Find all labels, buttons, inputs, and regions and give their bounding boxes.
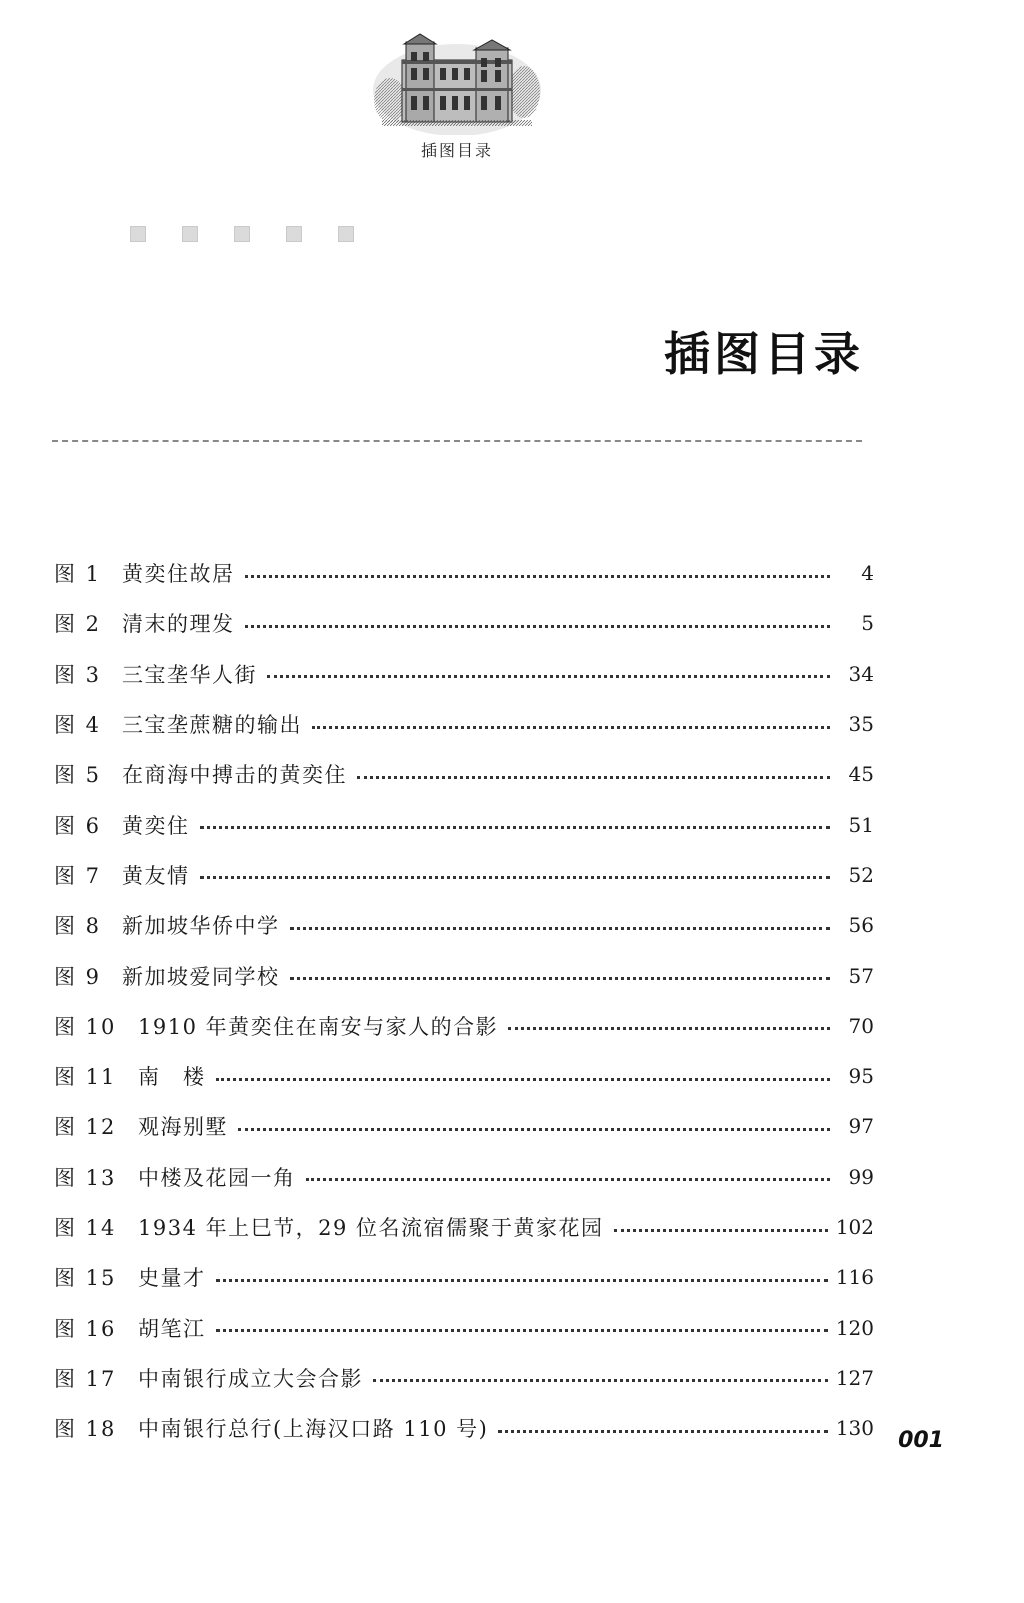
- page-ref: 120: [835, 1315, 874, 1340]
- page-title: 插图目录: [664, 327, 864, 381]
- figure-title: 新加坡华侨中学: [122, 914, 280, 939]
- figure-title: 黄奕住故居: [122, 562, 235, 587]
- decor-square: [130, 226, 146, 242]
- page-ref: 4: [861, 561, 874, 586]
- figure-title: 中南银行成立大会合影: [138, 1366, 363, 1391]
- dot-leader: [508, 1027, 830, 1030]
- figure-label: 图 18: [54, 1417, 117, 1442]
- page-ref: 57: [848, 963, 874, 988]
- page-number: 001: [898, 1428, 944, 1453]
- figure-label: 图 14: [54, 1216, 117, 1240]
- dot-leader: [245, 625, 831, 628]
- figure-label: 图 13: [54, 1165, 117, 1190]
- page-ref: 97: [848, 1114, 874, 1139]
- list-item: [54, 1353, 874, 1403]
- figure-title: 1910 年黄奕住在南安与家人的合影: [138, 1014, 499, 1039]
- list-item: [54, 900, 874, 950]
- figure-label: 图 10: [54, 1014, 117, 1039]
- page-ref: 5: [861, 611, 874, 636]
- list-item: [54, 1101, 874, 1151]
- list-item: [54, 1302, 874, 1352]
- page-ref: 51: [848, 812, 874, 837]
- figure-label: 图 1: [54, 562, 102, 587]
- dot-leader: [306, 1178, 831, 1181]
- page-ref: 45: [848, 762, 874, 787]
- building-engraving-icon: [372, 30, 542, 135]
- figure-title: 中楼及花园一角: [138, 1165, 296, 1190]
- figure-title: 新加坡爱同学校: [122, 964, 280, 989]
- figure-label: 图 9: [54, 964, 102, 989]
- page-ref: 52: [848, 862, 874, 887]
- figure-title: 三宝垄蔗糖的输出: [122, 713, 302, 738]
- decor-square: [234, 226, 250, 242]
- figure-title: 1934 年上巳节，29 位名流宿儒聚于黄家花园: [138, 1216, 604, 1240]
- page-ref: 34: [848, 661, 874, 686]
- list-item: [54, 649, 874, 699]
- list-item: [54, 1403, 874, 1453]
- figure-label: 图 4: [54, 713, 102, 738]
- list-item: [54, 1051, 874, 1101]
- figure-title: 在商海中搏击的黄奕住: [122, 763, 347, 788]
- list-item: [54, 699, 874, 749]
- page-ref: 35: [848, 712, 874, 737]
- page-ref: 99: [848, 1164, 874, 1189]
- page-ref: 70: [848, 1013, 874, 1038]
- list-item: [54, 850, 874, 900]
- decor-square: [286, 226, 302, 242]
- figure-title: 黄奕住: [122, 813, 190, 838]
- figure-title: 胡笔江: [138, 1316, 206, 1341]
- dot-leader: [357, 776, 830, 779]
- page-ref: 102: [835, 1215, 874, 1239]
- figure-title: 观海别墅: [138, 1115, 228, 1140]
- list-item: [54, 1001, 874, 1051]
- dot-leader: [216, 1078, 831, 1081]
- dot-leader: [312, 726, 830, 729]
- page-ref: 56: [848, 913, 874, 938]
- dot-leader: [290, 927, 831, 930]
- decorative-squares: [130, 226, 354, 242]
- dot-leader: [498, 1430, 827, 1433]
- dot-leader: [216, 1329, 828, 1332]
- page-ref: 127: [835, 1365, 874, 1390]
- figure-label: 图 7: [54, 863, 102, 888]
- page-ref: 130: [835, 1416, 874, 1441]
- dashed-divider: [52, 440, 862, 442]
- dot-leader: [245, 575, 831, 578]
- list-item: [54, 1152, 874, 1202]
- figure-label: 图 15: [54, 1266, 117, 1291]
- figure-label: 图 12: [54, 1115, 117, 1140]
- dot-leader: [614, 1229, 828, 1232]
- list-item: [54, 1252, 874, 1302]
- illustration-list: [54, 548, 874, 1453]
- list-item: [54, 950, 874, 1000]
- figure-title: 史量才: [138, 1266, 206, 1291]
- dot-leader: [290, 977, 831, 980]
- figure-label: 图 3: [54, 662, 102, 687]
- dot-leader: [200, 826, 831, 829]
- figure-title: 清末的理发: [122, 612, 235, 637]
- list-item: [54, 799, 874, 849]
- list-item: [54, 1202, 874, 1252]
- figure-label: 图 11: [54, 1065, 117, 1090]
- dot-leader: [267, 675, 830, 678]
- page-ref: 116: [835, 1265, 874, 1290]
- dot-leader: [216, 1279, 828, 1282]
- header-caption: 插图目录: [420, 141, 493, 160]
- figure-label: 图 8: [54, 914, 102, 939]
- figure-label: 图 17: [54, 1366, 117, 1391]
- figure-title: 南 楼: [138, 1065, 206, 1090]
- dot-leader: [238, 1128, 830, 1131]
- dot-leader: [373, 1379, 828, 1382]
- list-item: [54, 598, 874, 648]
- page-ref: 95: [848, 1064, 874, 1089]
- decor-square: [182, 226, 198, 242]
- list-item: [54, 548, 874, 598]
- figure-label: 图 16: [54, 1316, 117, 1341]
- decor-square: [338, 226, 354, 242]
- figure-label: 图 6: [54, 813, 102, 838]
- dot-leader: [200, 876, 831, 879]
- figure-title: 中南银行总行(上海汉口路 110 号): [138, 1417, 489, 1442]
- figure-title: 三宝垄华人街: [122, 662, 257, 687]
- list-item: [54, 749, 874, 799]
- figure-title: 黄友情: [122, 863, 190, 888]
- figure-label: 图 2: [54, 612, 102, 637]
- header-building-illustration: [372, 30, 542, 135]
- figure-label: 图 5: [54, 763, 102, 788]
